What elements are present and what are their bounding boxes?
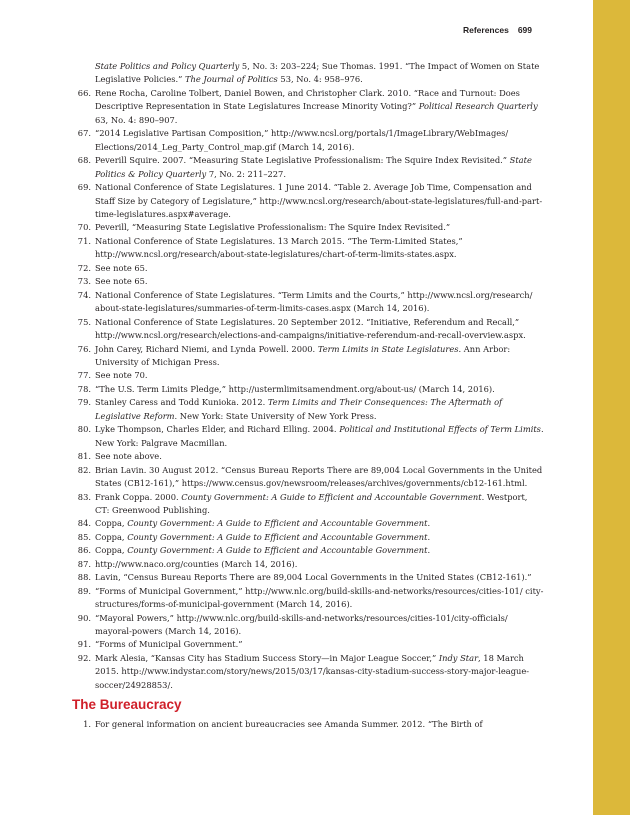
endnote-text: [95, 396, 544, 423]
note-text-run: See note 70.: [95, 370, 148, 381]
italic-title: The Journal of Politics: [185, 74, 278, 85]
italic-title: Political Research Quarterly: [418, 101, 538, 112]
note-text-run: National Conference of State Legislatures. 1 June 2014. “Table 2. Average Job Time, Compensation and Staff Size by Category of Legislature,” http://www.ncsl.org/research/about-state-legislatures/full-and-part-time-legislatures.aspx#average.: [95, 182, 543, 219]
endnote-number: 67.: [77, 128, 91, 139]
page-number: 699: [517, 25, 532, 35]
endnote-text: [95, 275, 544, 288]
note-text-run: Peverill, “Measuring State Legislative Professionalism: The Squire Index Revisited.”: [95, 222, 451, 233]
endnote: [74, 127, 544, 154]
note-text-run: 53, No. 4: 958–976.: [277, 74, 363, 85]
endnote-text: [95, 87, 544, 127]
endnote-text: [95, 383, 544, 396]
endnote-number: 78.: [77, 383, 91, 394]
endnotes-chapter: [74, 87, 544, 692]
endnote-number: 87.: [77, 558, 91, 569]
note-text-run: “2014 Legislative Partisan Composition,” http://www.ncsl.org/portals/1/ImageLibrary/WebImages/ Elections/2014_Leg_Party_Control_map.gif (March 14, 2016).: [95, 128, 509, 152]
endnote-text: [95, 289, 544, 316]
endnote-number: 91.: [77, 639, 91, 650]
endnote-text: [95, 638, 544, 651]
endnote-number: 89.: [77, 585, 91, 596]
endnote-number: 73.: [77, 276, 91, 287]
note-text-run: . New York: State University of New York Press.: [174, 410, 377, 421]
note-text-run: , 18 March 2015. http://www.indystar.com/story/news/2015/03/17/kansas-city-stadium-success-story-major-league-soccer/24928853/.: [95, 652, 530, 690]
endnotes-section: [74, 718, 544, 731]
note-text-run: .: [427, 531, 431, 542]
endnote-number: 1.: [83, 719, 91, 730]
endnote-number: 76.: [77, 343, 91, 354]
note-text-run: .: [427, 518, 431, 529]
endnote-text: [95, 612, 544, 639]
endnote-number: 71.: [77, 235, 91, 246]
endnote: [74, 544, 544, 557]
endnote-text: [95, 464, 544, 491]
endnote-number: 68.: [77, 155, 91, 166]
endnote-number: 66.: [77, 87, 91, 98]
endnote: [74, 464, 544, 491]
note-text-run: Coppa,: [95, 545, 128, 556]
italic-title: Indy Star: [438, 652, 479, 663]
note-text-run: National Conference of State Legislatures. 13 March 2015. “The Term-Limited States,” http://www.ncsl.org/research/about-state-legislatures/chart-of-term-limits-states.aspx.: [95, 235, 463, 260]
endnote-number: 84.: [77, 518, 91, 529]
endnote: [74, 369, 544, 382]
note-text-run: Coppa,: [95, 531, 128, 542]
endnote: [74, 585, 544, 612]
italic-title: County Government: A Guide to Efficient and Accountable Government: [127, 531, 428, 542]
endnote: [74, 638, 544, 651]
endnote-number: 92.: [77, 652, 91, 663]
endnote-number: 80.: [77, 424, 91, 435]
italic-title: County Government: A Guide to Efficient and Accountable Government: [127, 518, 428, 529]
note-text-run: Lyke Thompson, Charles Elder, and Richard Elling. 2004.: [95, 424, 340, 435]
endnote-number: 88.: [77, 572, 91, 583]
endnote-number: 85.: [77, 531, 91, 542]
running-header: [463, 25, 532, 35]
note-text-run: http://www.naco.org/counties (March 14, 2016).: [95, 558, 298, 569]
note-text-run: Lavin, “Census Bureau Reports There are 89,004 Local Governments in the United States (CB12-161).”: [95, 572, 532, 583]
note-text-run: “The U.S. Term Limits Pledge,” http://ustermlimitsamendment.org/about-us/ (March 14, 2016).: [95, 383, 495, 394]
endnote: [74, 491, 544, 518]
endnote: [74, 718, 544, 731]
endnote: [74, 517, 544, 530]
note-text-run: Rene Rocha, Caroline Tolbert, Daniel Bowen, and Christopher Clark. 2010. “Race and Turnout: Does Descriptive Representation in State Legislatures Increase Minority Voting?”: [95, 87, 520, 112]
endnote-text: [95, 571, 544, 584]
note-text-run: “Forms of Municipal Government.”: [95, 639, 243, 650]
note-text-run: See note 65.: [95, 276, 148, 287]
italic-title: County Government: A Guide to Efficient and Accountable Government: [181, 491, 482, 502]
endnote-text: [95, 423, 544, 450]
note-text-run: 5, No. 3: 203–224; Sue Thomas. 1991. “The Impact of Women on State Legislative Policies.”: [95, 61, 540, 85]
note-text-run: John Carey, Richard Niemi, and Lynda Powell. 2000.: [95, 343, 318, 354]
section-heading: The Bureaucracy: [72, 697, 182, 713]
endnote-text: [95, 235, 544, 262]
endnote: [74, 612, 544, 639]
endnote: [74, 289, 544, 316]
endnote: [74, 396, 544, 423]
note-text-run: Brian Lavin. 30 August 2012. “Census Bureau Reports There are 89,004 Local Governments in the United States (CB12-161),” https://www.census.gov/newsroom/releases/archives/governments/cb12-161.html.: [95, 464, 543, 489]
endnote-number: 72.: [77, 262, 91, 273]
endnote: [74, 571, 544, 584]
endnote: [74, 652, 544, 692]
italic-title: State Politics and Policy Quarterly: [95, 61, 240, 71]
endnote-number: 86.: [77, 545, 91, 556]
endnote: [74, 316, 544, 343]
italic-title: Political and Institutional Effects of Term Limits: [339, 424, 541, 435]
endnote-number: 81.: [77, 451, 91, 462]
endnote: [74, 221, 544, 234]
endnote: [74, 262, 544, 275]
endnote: [74, 181, 544, 221]
note-text-run: National Conference of State Legislatures. “Term Limits and the Courts,” http://www.ncsl.org/research/ about-state-legislatures/summaries-of-term-limits-cases.aspx (March 14, 2016).: [95, 289, 533, 314]
note-text-run: Frank Coppa. 2000.: [95, 491, 182, 502]
endnote-text: [95, 544, 544, 557]
endnote-number: 90.: [77, 612, 91, 623]
endnote: [74, 558, 544, 571]
note-text-run: For general information on ancient bureaucracies see Amanda Summer. 2012. “The Birth of: [95, 719, 483, 730]
note-text-run: Peverill Squire. 2007. “Measuring State Legislative Professionalism: The Squire Index Revisited.”: [95, 155, 510, 166]
note-text-run: “Forms of Municipal Government,” http://www.nlc.org/build-skills-and-networks/resources/cities-101/ city-structures/forms-of-municipal-government (March 14, 2016).: [95, 585, 544, 610]
endnote-text: [95, 491, 544, 518]
endnote-text: [95, 585, 544, 612]
endnote-text: [95, 154, 544, 181]
note-text-run: “Mayoral Powers,” http://www.nlc.org/build-skills-and-networks/resources/cities-101/city-officials/ mayoral-powers (March 14, 2016).: [95, 612, 508, 637]
endnote-text: [95, 369, 544, 382]
note-text-run: 7, No. 2: 211–227.: [206, 168, 286, 179]
endnote-text: [95, 262, 544, 275]
note-text-run: . Westport, CT: Greenwood Publishing.: [95, 491, 528, 515]
running-header-section: References: [462, 25, 509, 35]
italic-title: Term Limits and Their Consequences: The Aftermath of Legislative Reform: [95, 397, 503, 421]
endnote: [74, 87, 544, 127]
endnote: [74, 235, 544, 262]
endnote: [74, 450, 544, 463]
note-text-run: Mark Alesia, “Kansas City has Stadium Success Story—in Major League Soccer,”: [95, 652, 439, 663]
endnote-number: 79.: [77, 397, 91, 408]
endnote-number: 69.: [77, 182, 91, 193]
endnote-text: [95, 221, 544, 234]
endnote-text: [95, 558, 544, 571]
note-text-run: Stanley Caress and Todd Kunioka. 2012.: [95, 397, 268, 408]
endnote-text: [95, 181, 544, 221]
accent-side-bar: [593, 0, 630, 815]
note-text-run: See note 65.: [95, 262, 148, 273]
endnote: [74, 531, 544, 544]
endnote-text: [95, 517, 544, 530]
endnote-text: [95, 652, 544, 692]
note-text-run: 63, No. 4: 890–907.: [95, 114, 178, 125]
endnote-number: 74.: [77, 289, 91, 300]
endnote-number: 77.: [77, 370, 91, 381]
endnote-text: [95, 343, 544, 370]
note-text-run: See note above.: [95, 451, 162, 462]
note-text-run: . Ann Arbor: University of Michigan Press.: [95, 343, 511, 367]
endnote: [74, 343, 544, 370]
note-text-run: .: [427, 545, 431, 556]
endnote-text: [95, 316, 544, 343]
endnote-text: [95, 450, 544, 463]
note-text-run: National Conference of State Legislatures. 20 September 2012. “Initiative, Referendum and Recall,” http://www.ncsl.org/research/elections-and-campaigns/initiative-referendum-and-recall-overview.aspx.: [95, 316, 526, 341]
endnote-number: 83.: [77, 491, 91, 502]
endnote-number: 70.: [77, 222, 91, 233]
endnote: [74, 154, 544, 181]
continued-note: [74, 60, 544, 87]
endnote-text: [95, 127, 544, 154]
endnote: [74, 423, 544, 450]
endnote: [74, 383, 544, 396]
italic-title: State Politics & Policy Quarterly: [95, 155, 532, 179]
note-text-run: Coppa,: [95, 518, 128, 529]
endnotes-list: [74, 60, 544, 732]
endnote-number: 82.: [77, 464, 91, 475]
italic-title: Term Limits in State Legislatures: [317, 343, 459, 354]
note-text-run: . New York: Palgrave Macmillan.: [95, 424, 544, 448]
endnote-text: [95, 718, 544, 731]
endnote-text: [95, 531, 544, 544]
endnote: [74, 275, 544, 288]
endnote-number: 75.: [77, 316, 91, 327]
italic-title: County Government: A Guide to Efficient and Accountable Government: [127, 545, 428, 556]
